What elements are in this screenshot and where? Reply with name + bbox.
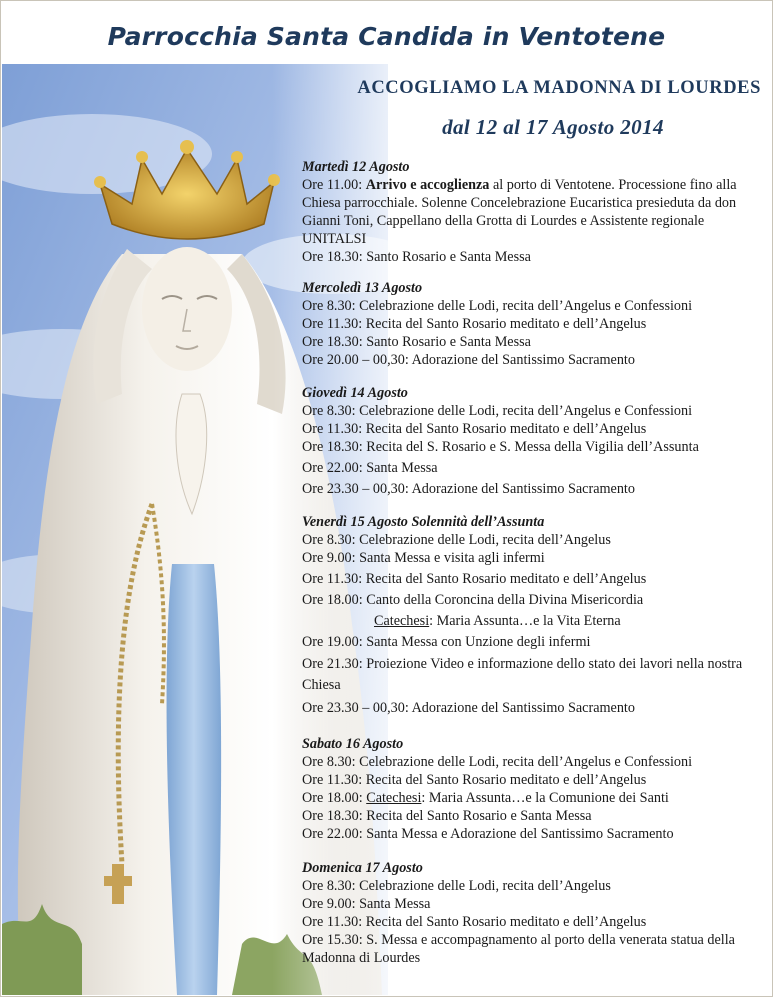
day-heading: Venerdì 15 Agosto Solennità dell’Assunta [302,514,545,530]
schedule-entry: Ore 22.00: Santa Messa e Adorazione del Santissimo Sacramento [302,826,674,842]
day-heading: Sabato 16 Agosto [302,736,404,752]
day-block [302,279,764,369]
schedule-entry: Ore 18.30: Recita del Santo Rosario e Santa Messa [302,808,592,824]
day-heading: Martedì 12 Agosto [302,159,410,175]
schedule-entry: Ore 18.30: Santo Rosario e Santa Messa [302,334,531,350]
schedule-entry: Ore 11.30: Recita del Santo Rosario meditato e dell’Angelus [302,421,647,437]
day-block [302,859,764,967]
schedule-entry: Ore 11.00: Arrivo e accoglienza al porto di Ventotene. Processione fino alla Chiesa parrocchiale. Solenne Concelebrazione Eucaristica presieduta da don Gianni Toni, Cappellano della Grotta di Lourdes e Assistente regionale UNITALSI [302,177,737,247]
schedule-entry: Ore 15.30: S. Messa e accompagnamento al porto della venerata statua della Madonna di Lourdes [302,932,735,966]
schedule-entry: Ore 20.00 – 00,30: Adorazione del Santissimo Sacramento [302,352,635,368]
schedule-entry: Ore 21.30: Proiezione Video e informazione dello stato dei lavori nella nostra Chiesa [302,656,743,693]
schedule-entry: Ore 8.30: Celebrazione delle Lodi, recita dell’Angelus e Confessioni [302,754,693,770]
schedule-entry: Ore 8.30: Celebrazione delle Lodi, recita dell’Angelus e Confessioni [302,298,693,314]
schedule-entry: Ore 22.00: Santa Messa [302,460,438,476]
schedule-entry: Ore 8.30: Celebrazione delle Lodi, recita dell’Angelus e Confessioni [302,403,693,419]
schedule-entry: Ore 19.00: Santa Messa con Unzione degli infermi [302,634,591,650]
day-heading: Mercoledì 13 Agosto [302,280,423,296]
schedule-entry: Ore 23.30 – 00,30: Adorazione del Santissimo Sacramento [302,700,635,716]
schedule-entry: Ore 18.30: Recita del S. Rosario e S. Messa della Vigilia dell’Assunta [302,439,699,455]
schedule [302,158,764,967]
event-dates: dal 12 al 17 Agosto 2014 [442,115,664,139]
schedule-entry: Ore 18.00: Catechesi: Maria Assunta…e la Comunione dei Santi [302,790,669,806]
schedule-entry: Catechesi: Maria Assunta…e la Vita Eterna [374,613,621,629]
schedule-entry: Ore 8.30: Celebrazione delle Lodi, recita dell’Angelus [302,878,611,894]
event-subtitle: ACCOGLIAMO LA MADONNA DI LOURDES [357,78,761,98]
schedule-entry: Ore 8.30: Celebrazione delle Lodi, recita dell’Angelus [302,532,611,548]
schedule-entry: Ore 18.30: Santo Rosario e Santa Messa [302,249,531,265]
day-block [302,513,764,717]
page-title: Parrocchia Santa Candida in Ventotene [107,22,666,51]
day-block [302,384,764,498]
day-heading: Domenica 17 Agosto [302,860,423,876]
schedule-entry: Ore 23.30 – 00,30: Adorazione del Santissimo Sacramento [302,481,635,497]
day-block [302,158,764,266]
schedule-entry: Ore 11.30: Recita del Santo Rosario meditato e dell’Angelus [302,772,647,788]
day-heading: Giovedì 14 Agosto [302,385,408,401]
schedule-entry: Ore 9.00: Santa Messa [302,896,431,912]
day-block [302,735,764,843]
schedule-entry: Ore 18.00: Canto della Coroncina della Divina Misericordia [302,592,644,608]
schedule-entry: Ore 11.30: Recita del Santo Rosario meditato e dell’Angelus [302,914,647,930]
schedule-entry: Ore 11.30: Recita del Santo Rosario meditato e dell’Angelus [302,316,647,332]
schedule-entry: Ore 9.00: Santa Messa e visita agli infermi [302,550,545,566]
schedule-entry: Ore 11.30: Recita del Santo Rosario meditato e dell’Angelus [302,571,647,587]
